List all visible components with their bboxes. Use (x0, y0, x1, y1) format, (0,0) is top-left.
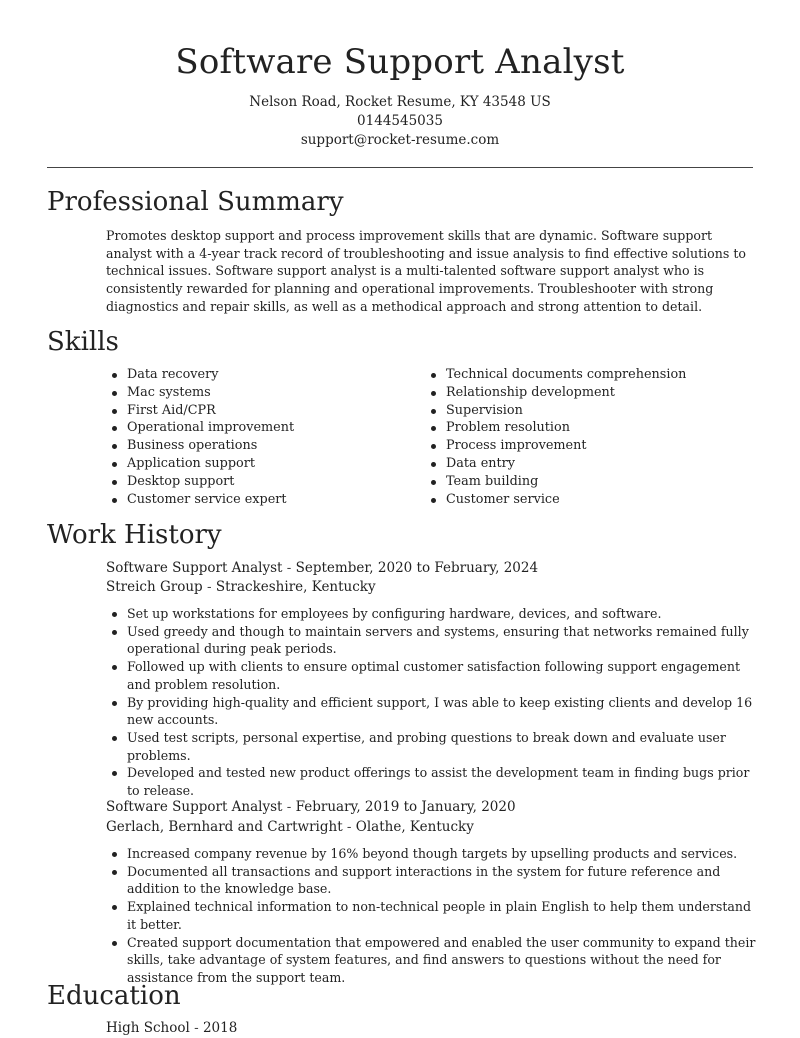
separator: - (342, 819, 356, 835)
resume-title: Software Support Analyst (175, 42, 625, 82)
summary-text: Promotes desktop support and process improvement skills that are dynamic. Software support analyst with a 4-year track record of troubleshooting and issue analysis to find effective solutions to technical issues. Software support analyst is a multi-talented software support analyst who is consistently rewarded for planning and operational improvements. Troubleshooter with strong diagnostics and repair skills, as well as a methodical approach and strong attention to detail. (106, 228, 746, 314)
skill-item: Process improvement (446, 437, 756, 455)
skill-item: Operational improvement (127, 419, 417, 437)
company-location: Strackeshire, Kentucky (215, 579, 376, 595)
skill-item: Relationship development (446, 384, 756, 402)
address-line: Nelson Road, Rocket Resume, KY 43548 US (249, 94, 551, 110)
list-item: Used test scripts, personal expertise, and probing questions to break down and evaluate user problems. (127, 729, 757, 764)
skill-item: Data recovery (127, 366, 417, 384)
job-dates: February, 2019 to January, 2020 (295, 799, 516, 815)
school-name: High School (106, 1020, 190, 1036)
job-title-line (106, 559, 538, 578)
work-history-heading: Work History (47, 520, 222, 550)
job-company-line (106, 578, 376, 597)
job-company-line (106, 818, 474, 837)
skill-item: Technical documents comprehension (446, 366, 756, 384)
separator: - (202, 579, 216, 595)
company-name: Streich Group (106, 579, 203, 595)
skills-list-left (127, 366, 417, 508)
skill-item: Problem resolution (446, 419, 756, 437)
education-heading: Education (47, 981, 181, 1011)
job-bullets (127, 845, 757, 987)
job-title: Software Support Analyst (106, 560, 283, 576)
phone-line: 0144545035 (357, 113, 443, 129)
separator: - (189, 1020, 203, 1036)
skill-item: Mac systems (127, 384, 417, 402)
skill-item: Business operations (127, 437, 417, 455)
education-year: 2018 (202, 1020, 238, 1036)
skills-heading: Skills (47, 327, 119, 357)
job-dates: September, 2020 to February, 2024 (295, 560, 539, 576)
list-item: Documented all transactions and support interactions in the system for future reference and addition to the knowledge base. (127, 863, 757, 898)
separator: - (282, 799, 296, 815)
skill-item: Data entry (446, 455, 756, 473)
education-line (106, 1019, 237, 1038)
separator: - (282, 560, 296, 576)
list-item: Developed and tested new product offerings to assist the development team in finding bugs prior to release. (127, 764, 757, 799)
list-item: Created support documentation that empowered and enabled the user community to expand their skills, take advantage of system features, and find answers to questions without the need for assistance from the support team. (127, 934, 756, 985)
list-item: Used greedy and though to maintain servers and systems, ensuring that networks remained fully operational during peak periods. (127, 623, 757, 658)
summary-heading: Professional Summary (47, 187, 344, 217)
skill-item: Desktop support (127, 473, 417, 491)
job-title: Software Support Analyst (106, 799, 283, 815)
email-line: support@rocket-resume.com (300, 132, 500, 148)
list-item: Set up workstations for employees by configuring hardware, devices, and software. (127, 605, 757, 623)
skill-item: Supervision (446, 402, 756, 420)
list-item: Followed up with clients to ensure optimal customer satisfaction following support engagement and problem resolution. (127, 658, 757, 693)
company-name: Gerlach, Bernhard and Cartwright (106, 819, 343, 835)
skill-item: Team building (446, 473, 756, 491)
list-item: By providing high-quality and efficient support, I was able to keep existing clients and develop 16 new accounts. (127, 694, 757, 729)
skills-list-right (446, 366, 756, 508)
skill-item: Customer service expert (127, 491, 417, 509)
header-divider (47, 167, 753, 168)
job-bullets (127, 605, 757, 800)
job-title-line (106, 798, 516, 817)
skill-item: First Aid/CPR (127, 402, 417, 420)
skill-item: Application support (127, 455, 417, 473)
company-location: Olathe, Kentucky (355, 819, 474, 835)
list-item: Increased company revenue by 16% beyond though targets by upselling products and services. (127, 845, 757, 863)
list-item: Explained technical information to non-technical people in plain English to help them understand it better. (127, 898, 757, 933)
skill-item: Customer service (446, 491, 756, 509)
